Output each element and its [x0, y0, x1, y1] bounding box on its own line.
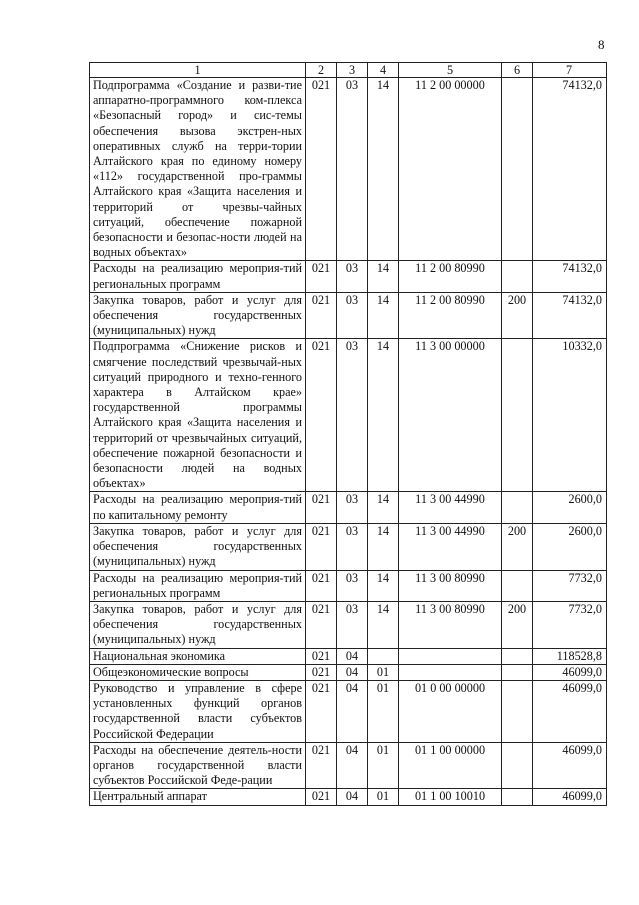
table-row	[90, 78, 607, 261]
row-amount-cell: 118528,8	[533, 648, 607, 664]
row-target-article-cell: 01 1 00 10010	[399, 789, 502, 805]
row-amount-cell: 46099,0	[533, 789, 607, 805]
row-section-cell: 04	[337, 789, 368, 805]
row-expense-type-cell	[502, 648, 533, 664]
row-grbs-cell: 021	[306, 648, 337, 664]
table-row	[90, 601, 607, 648]
row-section-cell: 04	[337, 648, 368, 664]
table-row	[90, 292, 607, 339]
table-row	[90, 789, 607, 805]
row-amount-cell: 74132,0	[533, 292, 607, 339]
row-amount-cell: 2600,0	[533, 492, 607, 523]
row-expense-type-cell: 200	[502, 523, 533, 570]
table-row	[90, 570, 607, 601]
row-name-cell: Национальная экономика	[90, 648, 306, 664]
row-target-article-cell: 01 1 00 00000	[399, 742, 502, 789]
row-grbs-cell: 021	[306, 78, 337, 261]
row-target-article-cell: 11 3 00 80990	[399, 570, 502, 601]
row-name-cell: Подпрограмма «Создание и разви-тие аппаратно-программного ком-плекса «Безопасный город» и сис-темы обеспечения вызова экстрен-ных оперативных служб на терри-тории Алтайского края по единому номеру «112» государственной про-граммы Алтайского края «Защита населения и территорий от чрезвы-чайных ситуаций, обеспечение пожарной безопасности и безопас-ности людей на водных объектах»	[90, 78, 306, 261]
row-section-cell: 03	[337, 601, 368, 648]
row-amount-cell: 46099,0	[533, 680, 607, 742]
row-amount-cell: 74132,0	[533, 78, 607, 261]
row-grbs-cell: 021	[306, 339, 337, 492]
row-subsection-cell: 14	[368, 292, 399, 339]
row-subsection-cell: 14	[368, 570, 399, 601]
row-grbs-cell: 021	[306, 680, 337, 742]
table-row	[90, 523, 607, 570]
row-grbs-cell: 021	[306, 570, 337, 601]
row-name-cell: Закупка товаров, работ и услуг для обеспечения государственных (муниципальных) нужд	[90, 601, 306, 648]
row-name-cell: Руководство и управление в сфере установленных функций органов государственной власти субъектов Российской Федерации	[90, 680, 306, 742]
row-section-cell: 03	[337, 523, 368, 570]
row-amount-cell: 74132,0	[533, 261, 607, 292]
row-grbs-cell: 021	[306, 292, 337, 339]
table-row	[90, 648, 607, 664]
table-row	[90, 339, 607, 492]
column-header: 5	[399, 63, 502, 78]
column-header: 7	[533, 63, 607, 78]
budget-table	[89, 62, 607, 806]
row-target-article-cell: 11 3 00 44990	[399, 523, 502, 570]
row-name-cell: Закупка товаров, работ и услуг для обеспечения государственных (муниципальных) нужд	[90, 292, 306, 339]
row-target-article-cell: 11 3 00 00000	[399, 339, 502, 492]
row-expense-type-cell	[502, 78, 533, 261]
row-grbs-cell: 021	[306, 523, 337, 570]
row-name-cell: Расходы на реализацию мероприя-тий региональных программ	[90, 261, 306, 292]
row-grbs-cell: 021	[306, 601, 337, 648]
row-target-article-cell: 01 0 00 00000	[399, 680, 502, 742]
column-header: 6	[502, 63, 533, 78]
row-expense-type-cell	[502, 339, 533, 492]
page-number: 8	[598, 37, 605, 52]
row-name-cell: Расходы на обеспечение деятель-ности органов государственной власти субъектов Российской Феде-рации	[90, 742, 306, 789]
row-subsection-cell: 14	[368, 261, 399, 292]
column-header: 1	[90, 63, 306, 78]
row-name-cell: Центральный аппарат	[90, 789, 306, 805]
row-grbs-cell: 021	[306, 664, 337, 680]
column-header: 3	[337, 63, 368, 78]
row-section-cell: 03	[337, 78, 368, 261]
row-section-cell: 03	[337, 261, 368, 292]
row-grbs-cell: 021	[306, 261, 337, 292]
row-subsection-cell	[368, 648, 399, 664]
row-target-article-cell: 11 2 00 80990	[399, 292, 502, 339]
row-grbs-cell: 021	[306, 742, 337, 789]
row-section-cell: 03	[337, 292, 368, 339]
row-section-cell: 03	[337, 339, 368, 492]
row-subsection-cell: 01	[368, 664, 399, 680]
table-row	[90, 492, 607, 523]
table-row	[90, 261, 607, 292]
row-name-cell: Общеэкономические вопросы	[90, 664, 306, 680]
row-target-article-cell: 11 2 00 00000	[399, 78, 502, 261]
row-amount-cell: 7732,0	[533, 601, 607, 648]
row-amount-cell: 7732,0	[533, 570, 607, 601]
row-amount-cell: 46099,0	[533, 664, 607, 680]
row-subsection-cell: 14	[368, 523, 399, 570]
row-expense-type-cell	[502, 742, 533, 789]
table-body	[90, 78, 607, 806]
row-expense-type-cell	[502, 664, 533, 680]
row-subsection-cell: 14	[368, 492, 399, 523]
table-row	[90, 742, 607, 789]
row-subsection-cell: 01	[368, 742, 399, 789]
row-amount-cell: 10332,0	[533, 339, 607, 492]
row-expense-type-cell: 200	[502, 292, 533, 339]
column-header: 2	[306, 63, 337, 78]
row-section-cell: 04	[337, 664, 368, 680]
row-section-cell: 03	[337, 492, 368, 523]
row-grbs-cell: 021	[306, 789, 337, 805]
row-subsection-cell: 14	[368, 78, 399, 261]
row-subsection-cell: 01	[368, 680, 399, 742]
row-expense-type-cell	[502, 789, 533, 805]
row-subsection-cell: 01	[368, 789, 399, 805]
row-target-article-cell: 11 3 00 44990	[399, 492, 502, 523]
row-subsection-cell: 14	[368, 601, 399, 648]
row-target-article-cell	[399, 664, 502, 680]
table-row	[90, 664, 607, 680]
row-expense-type-cell	[502, 261, 533, 292]
row-name-cell: Расходы на реализацию мероприя-тий региональных программ	[90, 570, 306, 601]
row-name-cell: Закупка товаров, работ и услуг для обеспечения государственных (муниципальных) нужд	[90, 523, 306, 570]
row-section-cell: 04	[337, 742, 368, 789]
row-expense-type-cell	[502, 680, 533, 742]
column-header: 4	[368, 63, 399, 78]
row-section-cell: 03	[337, 570, 368, 601]
row-target-article-cell	[399, 648, 502, 664]
row-expense-type-cell	[502, 492, 533, 523]
table-row	[90, 680, 607, 742]
table-header-row	[90, 63, 607, 78]
row-expense-type-cell	[502, 570, 533, 601]
row-target-article-cell: 11 3 00 80990	[399, 601, 502, 648]
row-name-cell: Подпрограмма «Снижение рисков и смягчение последствий чрезвычай-ных ситуаций природного и техно-генного характера в Алтайском крае» государственной программы Алтайского края «Защита населения и территорий от чрезвычайных ситуаций, обеспечение пожарной безопасности и безопасности людей на водных объектах»	[90, 339, 306, 492]
row-expense-type-cell: 200	[502, 601, 533, 648]
row-subsection-cell: 14	[368, 339, 399, 492]
row-grbs-cell: 021	[306, 492, 337, 523]
row-target-article-cell: 11 2 00 80990	[399, 261, 502, 292]
row-name-cell: Расходы на реализацию мероприя-тий по капитальному ремонту	[90, 492, 306, 523]
row-amount-cell: 46099,0	[533, 742, 607, 789]
row-section-cell: 04	[337, 680, 368, 742]
row-amount-cell: 2600,0	[533, 523, 607, 570]
